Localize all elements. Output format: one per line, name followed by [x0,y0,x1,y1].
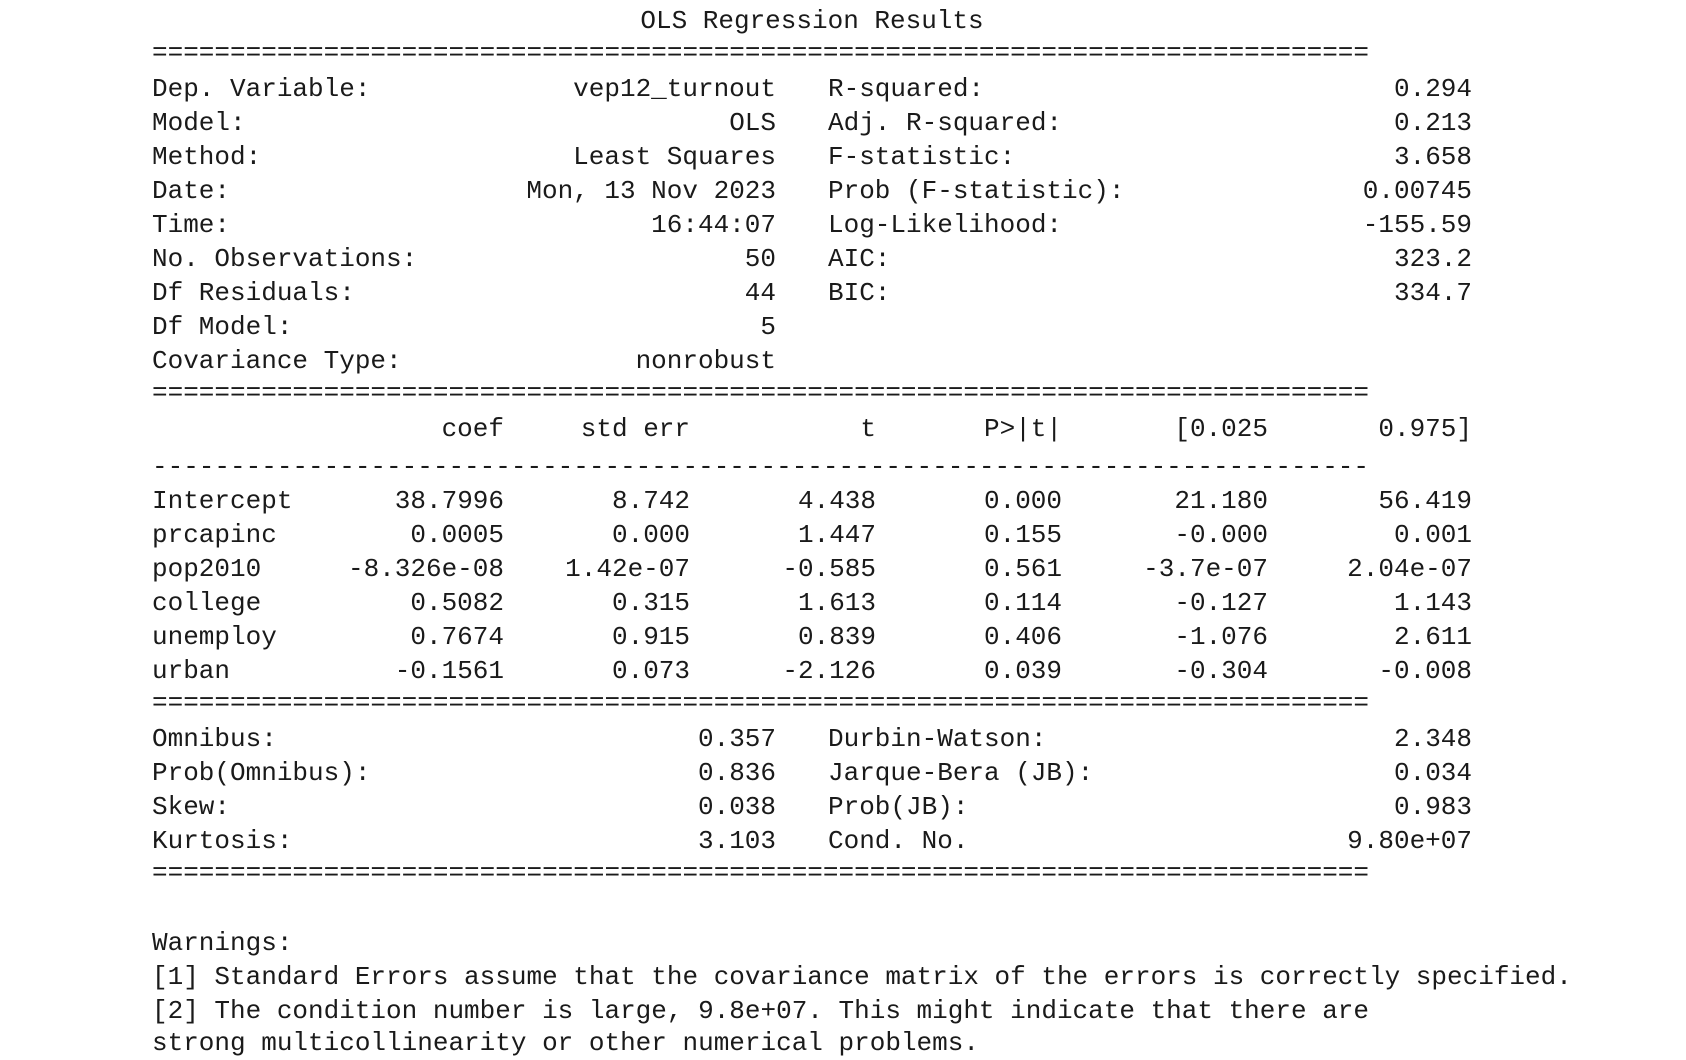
cell-ci-lower: -3.7e-07 [1143,554,1268,584]
diagnostic-right-value: 9.80e+07 [1347,826,1472,856]
double-separator-lower: ============================================================================== [152,690,1369,716]
summary-left-value: Mon, 13 Nov 2023 [526,176,776,206]
cell-std-err: 0.000 [611,520,690,550]
warnings-heading: Warnings: [152,928,293,958]
cell-ci-upper: 2.611 [1393,622,1472,652]
cell-p-value: 0.000 [983,486,1062,516]
cell-ci-lower: -1.076 [1174,622,1268,652]
cell-p-value: 0.406 [983,622,1062,652]
diagnostic-right-label: Cond. No. [828,826,969,856]
cell-ci-lower: -0.127 [1174,588,1268,618]
summary-left-value: Least Squares [573,142,776,172]
cell-t: 1.613 [797,588,876,618]
diagnostic-left-label: Omnibus: [152,724,277,754]
double-separator-top: ============================================================================== [152,40,1369,66]
cell-ci-upper: -0.008 [1378,656,1472,686]
cell-coef: 38.7996 [394,486,504,516]
diagnostic-left-label: Skew: [152,792,231,822]
summary-left-label: No. Observations: [152,244,418,274]
cell-std-err: 0.315 [611,588,690,618]
summary-right-value: -155.59 [1362,210,1472,240]
diagnostic-left-label: Prob(Omnibus): [152,758,371,788]
cell-coef: -0.1561 [394,656,504,686]
cell-ci-upper: 2.04e-07 [1347,554,1472,584]
summary-left-value: 5 [760,312,776,342]
summary-right-label: R-squared: [828,74,985,104]
table-row [152,518,1472,552]
diagnostic-right-value: 2.348 [1393,724,1472,754]
summary-left-value: 50 [744,244,776,274]
diagnostic-right-value: 0.983 [1393,792,1472,822]
cell-std-err: 1.42e-07 [565,554,690,584]
summary-right-label: BIC: [828,278,891,308]
summary-row [152,140,1472,174]
warning-line: [2] The condition number is large, 9.8e+07. This might indicate that there are [152,996,1369,1026]
summary-row [152,208,1472,242]
column-header-p-value: P>|t| [983,414,1062,444]
double-separator-bottom: ============================================================================== [152,860,1369,886]
cell-t: 1.447 [797,520,876,550]
cell-t: 4.438 [797,486,876,516]
summary-right-value: 0.213 [1393,108,1472,138]
summary-right-label: AIC: [828,244,891,274]
cell-std-err: 0.073 [611,656,690,686]
summary-left-value: vep12_turnout [573,74,776,104]
diagnostics-row [152,722,1472,756]
row-variable-name: college [152,588,262,618]
summary-row [152,242,1472,276]
summary-row [152,106,1472,140]
cell-t: -0.585 [782,554,876,584]
column-header-t: t [860,414,876,444]
row-variable-name: urban [152,656,231,686]
summary-left-value: 44 [744,278,776,308]
summary-right-value: 334.7 [1393,278,1472,308]
row-variable-name: pop2010 [152,554,262,584]
cell-ci-upper: 1.143 [1393,588,1472,618]
summary-right-label: Log-Likelihood: [828,210,1063,240]
table-row [152,654,1472,688]
cell-p-value: 0.155 [983,520,1062,550]
diagnostic-right-value: 0.034 [1393,758,1472,788]
summary-right-label: F-statistic: [828,142,1016,172]
cell-coef: 0.5082 [410,588,504,618]
cell-std-err: 0.915 [611,622,690,652]
column-header-ci-upper: 0.975] [1378,414,1472,444]
page-title: OLS Regression Results [640,6,984,36]
table-row [152,620,1472,654]
table-row [152,586,1472,620]
summary-right-value: 0.294 [1393,74,1472,104]
summary-left-label: Df Residuals: [152,278,355,308]
cell-t: 0.839 [797,622,876,652]
summary-row [152,72,1472,106]
row-variable-name: Intercept [152,486,293,516]
coef-table-header [152,412,1472,446]
cell-ci-lower: -0.000 [1174,520,1268,550]
summary-left-label: Df Model: [152,312,293,342]
diagnostics-row [152,824,1472,858]
summary-row [152,276,1472,310]
cell-coef: -8.326e-08 [347,554,504,584]
diagnostic-left-value: 3.103 [697,826,776,856]
diagnostic-left-label: Kurtosis: [152,826,293,856]
single-separator: ------------------------------------------------------------------------------ [152,454,1369,480]
cell-ci-lower: 21.180 [1174,486,1268,516]
cell-p-value: 0.114 [983,588,1062,618]
diagnostic-right-label: Durbin-Watson: [828,724,1047,754]
summary-left-value: OLS [729,108,776,138]
diagnostic-right-label: Jarque-Bera (JB): [828,758,1094,788]
cell-ci-upper: 56.419 [1378,486,1472,516]
table-row [152,552,1472,586]
diagnostic-left-value: 0.038 [697,792,776,822]
cell-p-value: 0.039 [983,656,1062,686]
diagnostics-row [152,790,1472,824]
cell-ci-upper: 0.001 [1393,520,1472,550]
warning-line: strong multicollinearity or other numerical problems. [152,1028,979,1058]
double-separator-middle: ============================================================================== [152,380,1369,406]
summary-row [152,344,1472,378]
diagnostic-left-value: 0.836 [697,758,776,788]
cell-p-value: 0.561 [983,554,1062,584]
cell-t: -2.126 [782,656,876,686]
table-row [152,484,1472,518]
column-header-std-err: std err [580,414,690,444]
summary-right-label: Prob (F-statistic): [828,176,1125,206]
diagnostic-left-value: 0.357 [697,724,776,754]
summary-left-label: Dep. Variable: [152,74,371,104]
summary-right-value: 323.2 [1393,244,1472,274]
summary-left-label: Date: [152,176,231,206]
summary-row [152,310,1472,344]
summary-left-label: Method: [152,142,262,172]
cell-coef: 0.0005 [410,520,504,550]
summary-left-value: 16:44:07 [651,210,776,240]
diagnostic-right-label: Prob(JB): [828,792,969,822]
summary-right-label: Adj. R-squared: [828,108,1063,138]
summary-left-label: Model: [152,108,246,138]
summary-left-label: Time: [152,210,231,240]
row-variable-name: unemploy [152,622,277,652]
cell-std-err: 8.742 [611,486,690,516]
summary-right-value: 0.00745 [1362,176,1472,206]
warning-line: [1] Standard Errors assume that the covariance matrix of the errors is correctly specified. [152,962,1572,992]
row-variable-name: prcapinc [152,520,277,550]
cell-coef: 0.7674 [410,622,504,652]
column-header-ci-lower: [0.025 [1174,414,1268,444]
summary-left-label: Covariance Type: [152,346,402,376]
summary-right-value: 3.658 [1393,142,1472,172]
diagnostics-row [152,756,1472,790]
summary-row [152,174,1472,208]
cell-ci-lower: -0.304 [1174,656,1268,686]
column-header-coef: coef [441,414,504,444]
summary-left-value: nonrobust [635,346,776,376]
